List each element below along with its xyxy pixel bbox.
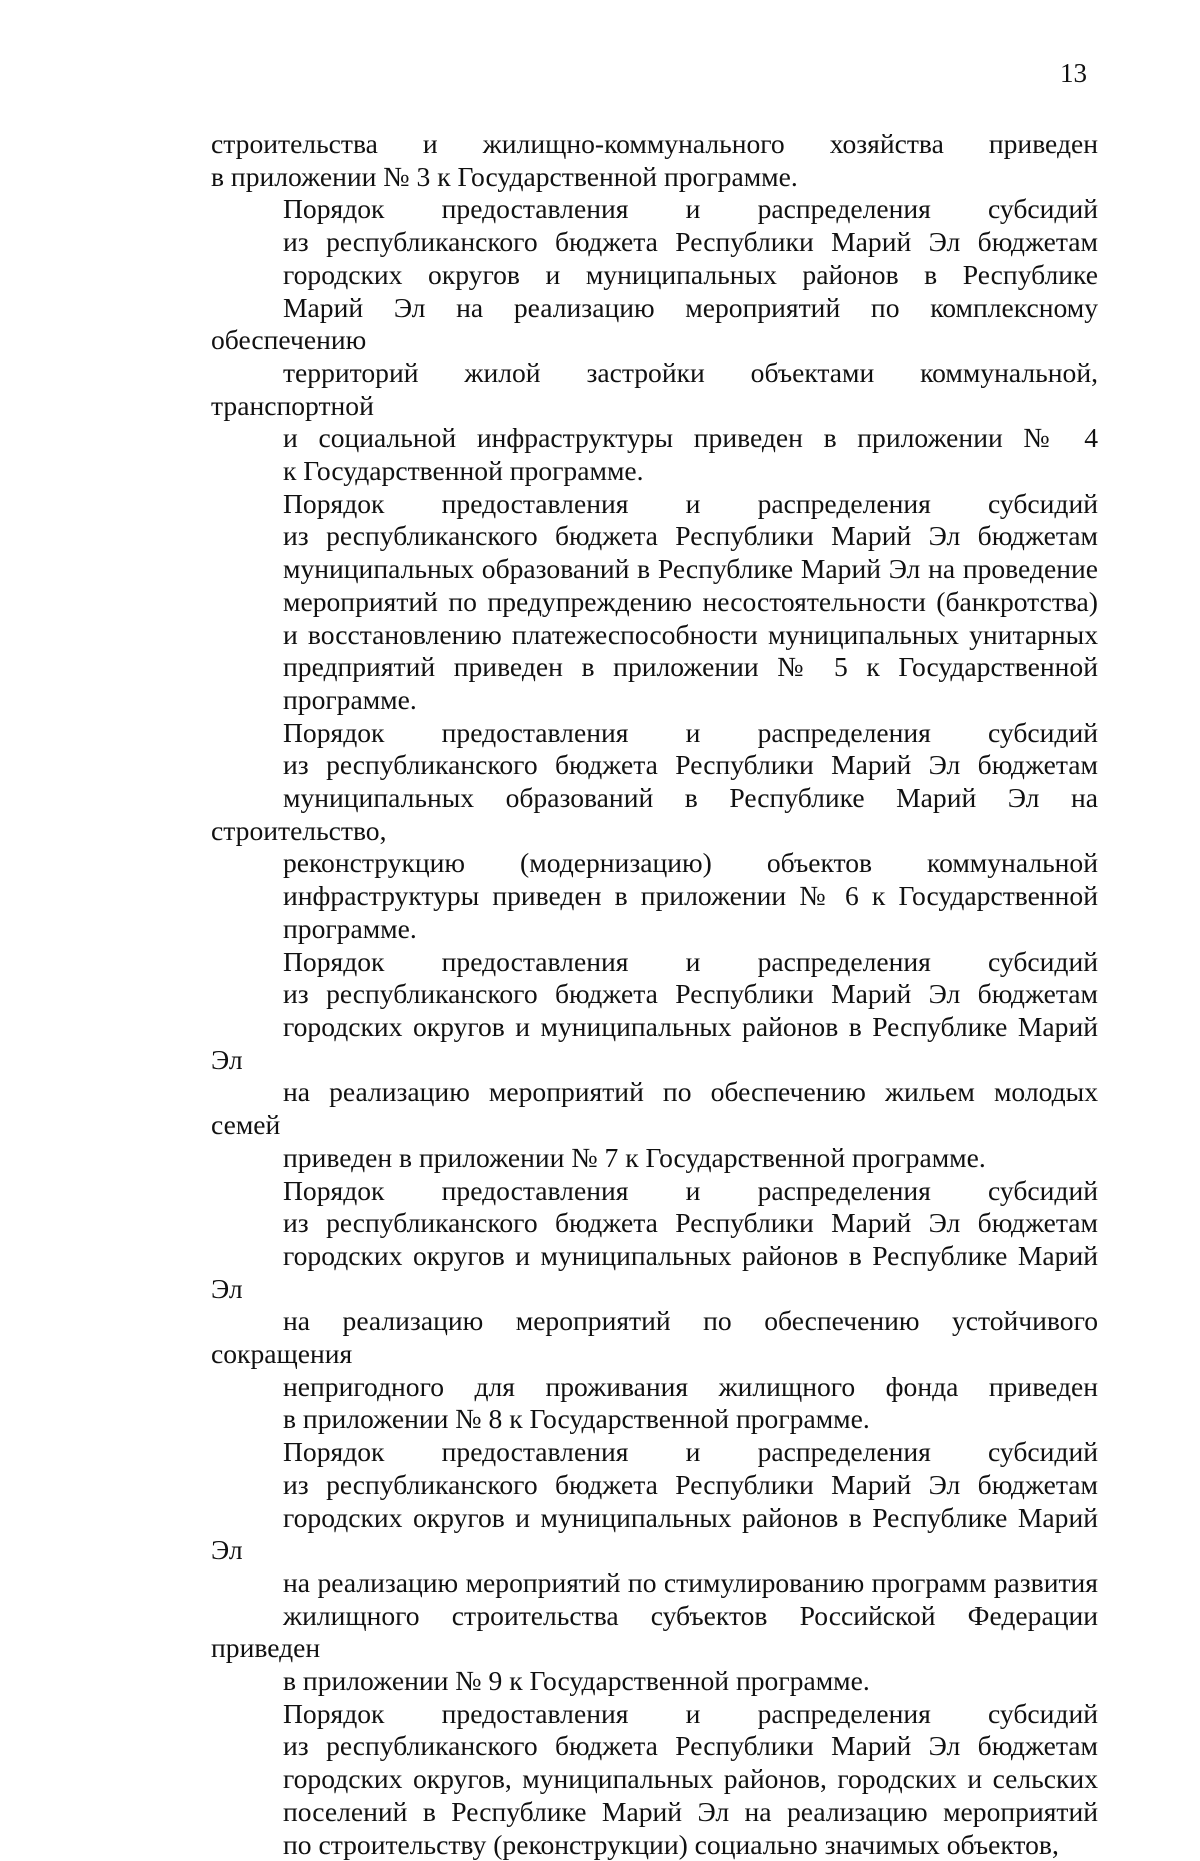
text-line: инфраструктуры приведен в приложении № 6 к Государственной	[283, 880, 1098, 912]
text-line: и социальной инфраструктуры приведен в приложении № 4	[283, 422, 1098, 454]
paragraph	[211, 1175, 1098, 1437]
paragraph	[211, 488, 1098, 717]
document-body	[211, 128, 1098, 1861]
text-line: из республиканского бюджета Республики Марий Эл бюджетам	[283, 1468, 1098, 1500]
paragraph	[211, 128, 1098, 193]
paragraph	[211, 1698, 1098, 1861]
text-line: городских округов и муниципальных районов в Республике Марий Эл	[211, 1239, 1098, 1304]
text-line: жилищного строительства субъектов Российской Федерации приведен	[211, 1599, 1098, 1664]
page-number: 13	[1060, 58, 1087, 88]
text-line: территорий жилой застройки объектами коммунальной, транспортной	[211, 356, 1098, 421]
text-line: из республиканского бюджета Республики Марий Эл бюджетам	[283, 978, 1098, 1010]
text-line: и восстановлению платежеспособности муниципальных унитарных	[283, 618, 1098, 650]
text-line: реконструкцию (модернизацию) объектов коммунальной	[283, 847, 1098, 879]
text-line: муниципальных образований в Республике Марий Эл на строительство,	[211, 782, 1098, 846]
text-line: в приложении № 9 к Государственной программе.	[283, 1665, 870, 1697]
text-line: по строительству (реконструкции) социально значимых объектов,	[283, 1828, 1059, 1860]
paragraph	[211, 717, 1098, 946]
text-line: из республиканского бюджета Республики Марий Эл бюджетам	[283, 1730, 1098, 1762]
text-line: на реализацию мероприятий по обеспечению устойчивого сокращения	[211, 1305, 1098, 1370]
text-line: Порядок предоставления и распределения субсидий	[283, 945, 1098, 977]
text-line: муниципальных образований в Республике Марий Эл на проведение	[283, 553, 1098, 585]
text-line: из республиканского бюджета Республики Марий Эл бюджетам	[283, 520, 1098, 552]
paragraph	[211, 1436, 1098, 1698]
text-line: городских округов и муниципальных районов в Республике Марий Эл	[211, 1010, 1098, 1075]
text-line: мероприятий по предупреждению несостоятельности (банкротства)	[283, 585, 1098, 617]
text-line: на реализацию мероприятий по стимулированию программ развития	[283, 1566, 1098, 1598]
text-line: на реализацию мероприятий по обеспечению жильем молодых семей	[211, 1076, 1098, 1141]
paragraph	[211, 946, 1098, 1175]
text-line: Порядок предоставления и распределения субсидий	[283, 487, 1098, 519]
text-line: городских округов и муниципальных районов в Республике Марий Эл	[211, 1501, 1098, 1566]
text-line: Порядок предоставления и распределения субсидий	[283, 1174, 1098, 1206]
text-line: программе.	[283, 683, 417, 715]
text-line: предприятий приведен в приложении № 5 к Государственной	[283, 651, 1098, 683]
text-line: Порядок предоставления и распределения субсидий	[283, 193, 1098, 225]
text-line: городских округов и муниципальных районов в Республике	[283, 258, 1098, 290]
text-line: Порядок предоставления и распределения субсидий	[283, 1697, 1098, 1729]
text-line: из республиканского бюджета Республики Марий Эл бюджетам	[283, 226, 1098, 258]
text-line: непригодного для проживания жилищного фонда приведен	[283, 1370, 1098, 1402]
text-line: строительства и жилищно-коммунального хозяйства приведен	[211, 128, 1098, 159]
text-line: программе.	[283, 912, 417, 944]
text-line: Порядок предоставления и распределения субсидий	[283, 1436, 1098, 1468]
text-line: в приложении № 3 к Государственной программе.	[211, 160, 798, 192]
paragraph	[211, 193, 1098, 487]
text-line: из республиканского бюджета Республики Марий Эл бюджетам	[283, 749, 1098, 781]
text-line: городских округов, муниципальных районов, городских и сельских	[283, 1763, 1098, 1795]
text-line: Порядок предоставления и распределения субсидий	[283, 716, 1098, 748]
text-line: к Государственной программе.	[283, 455, 644, 487]
text-line: приведен в приложении № 7 к Государственной программе.	[283, 1141, 986, 1173]
text-line: поселений в Республике Марий Эл на реализацию мероприятий	[283, 1795, 1098, 1827]
text-line: из республиканского бюджета Республики Марий Эл бюджетам	[283, 1207, 1098, 1239]
text-line: в приложении № 8 к Государственной программе.	[283, 1403, 870, 1435]
text-line: Марий Эл на реализацию мероприятий по комплексному обеспечению	[211, 291, 1098, 356]
